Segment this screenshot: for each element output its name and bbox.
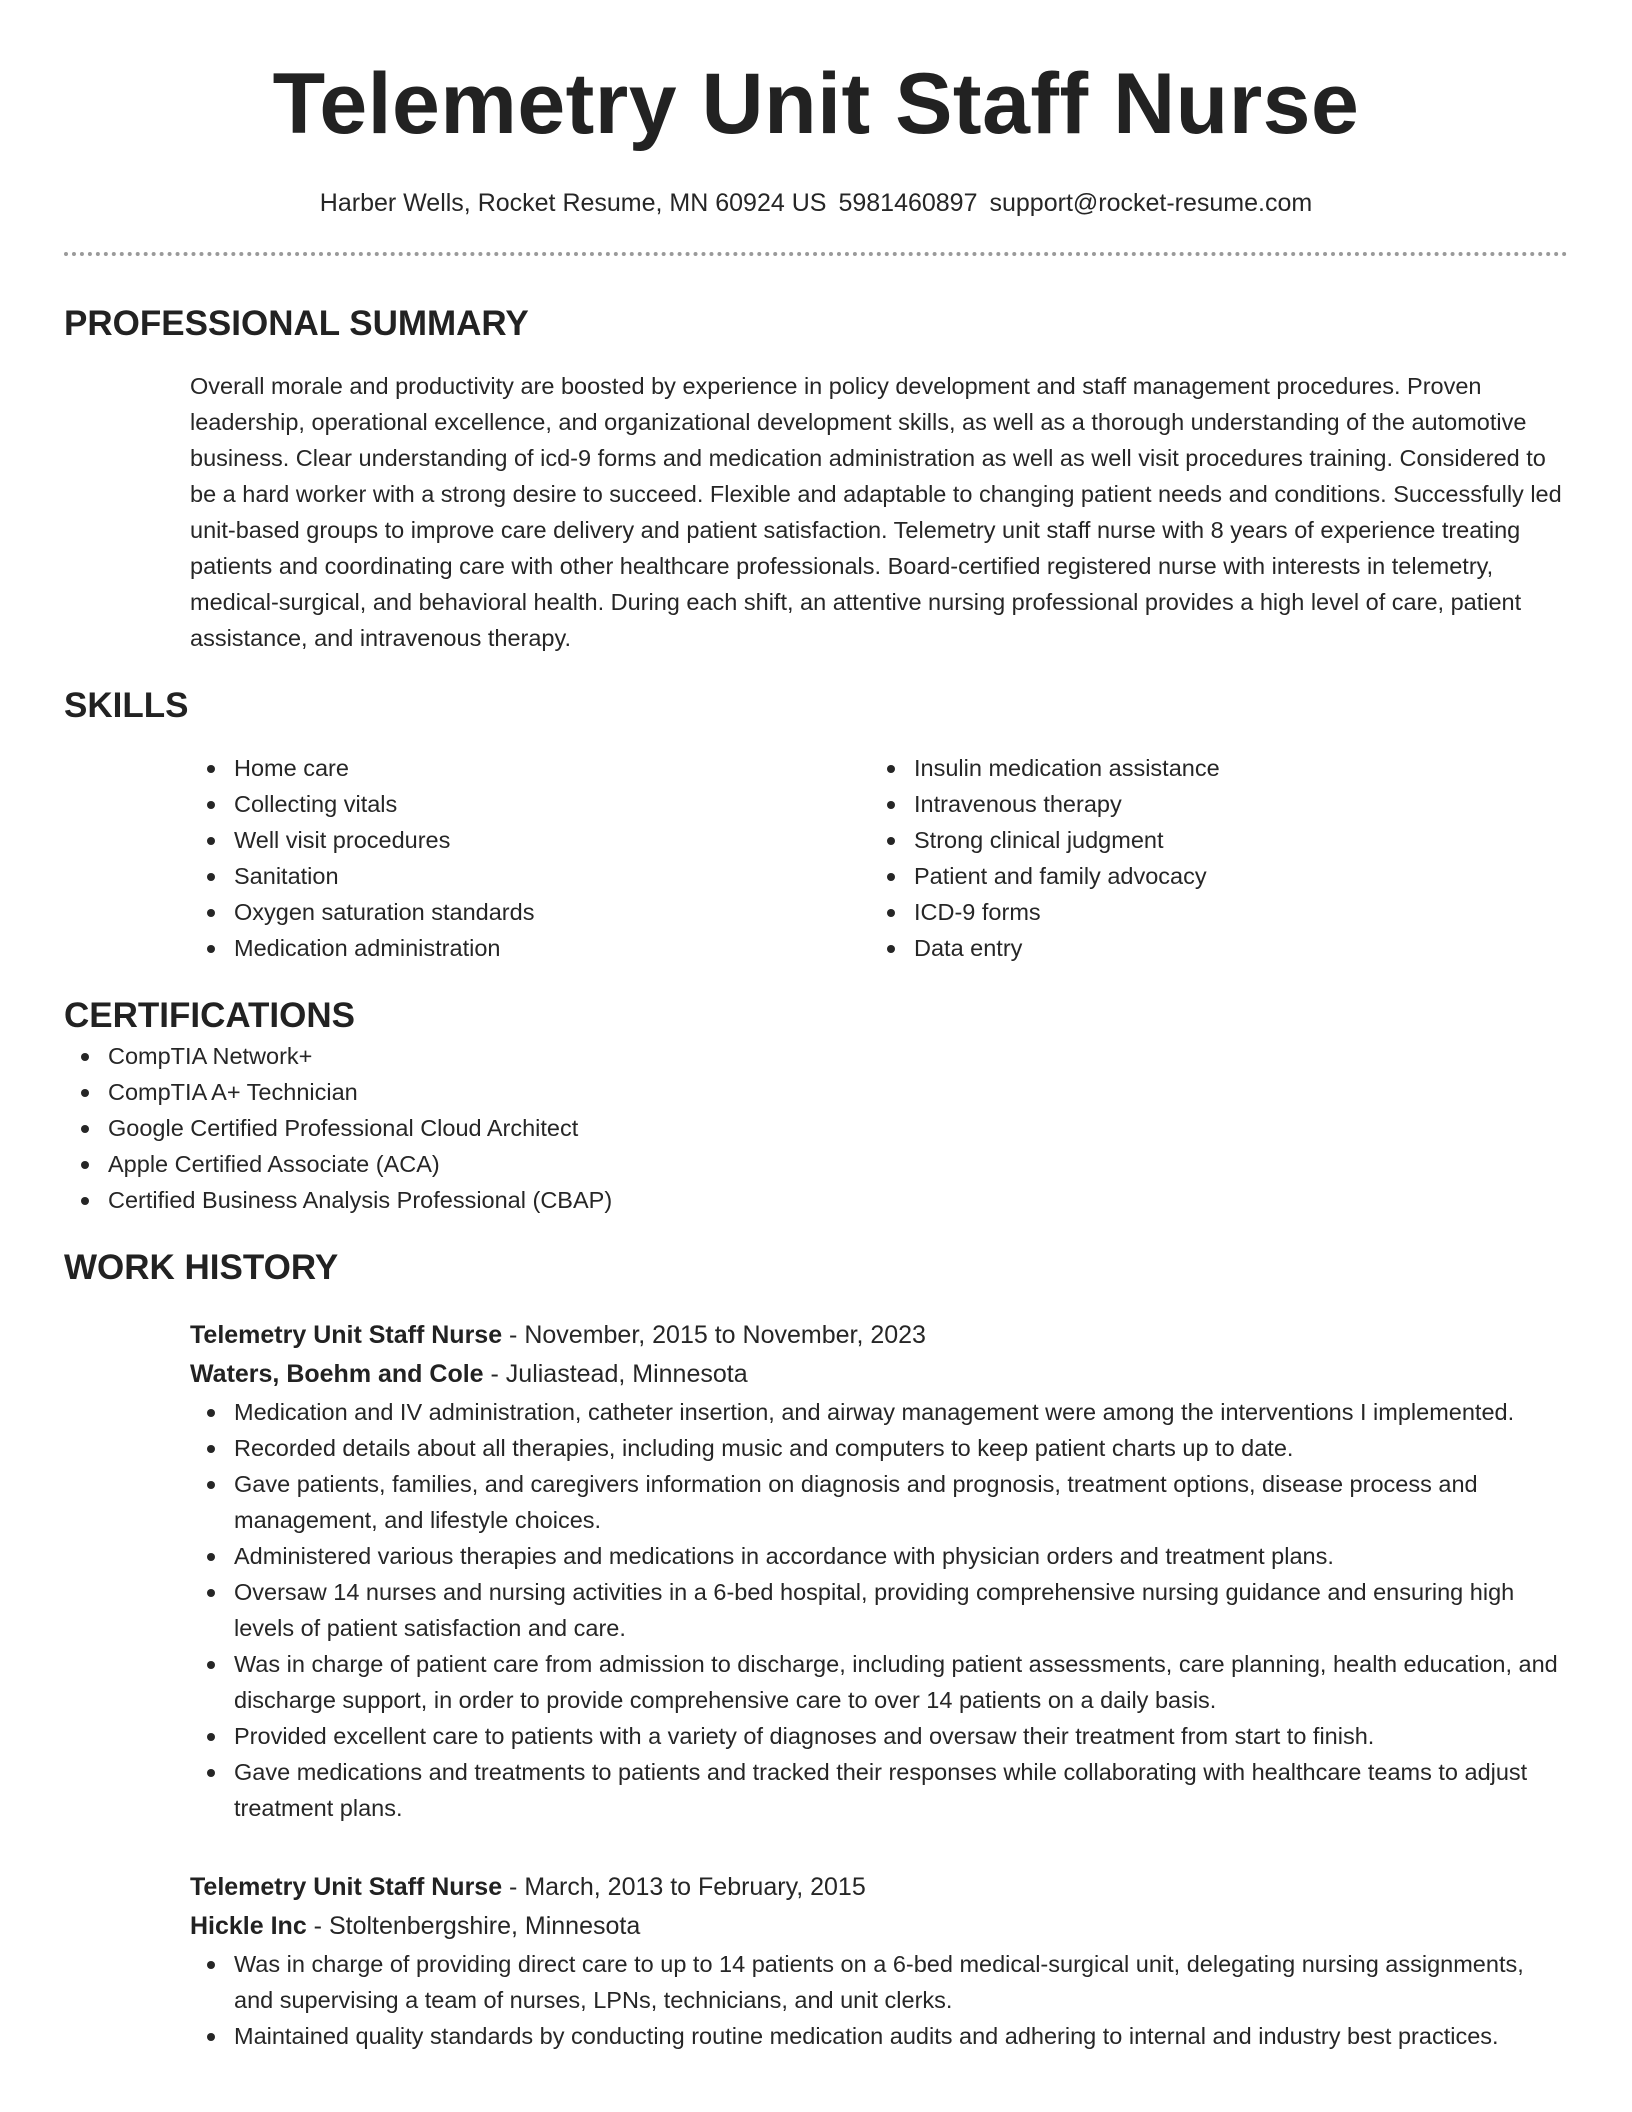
job-entry [190, 1316, 1568, 1826]
job-duty: Maintained quality standards by conducting routine medication audits and adhering to internal and industry best practices. [234, 2018, 1568, 2054]
summary-heading: PROFESSIONAL SUMMARY [64, 304, 529, 343]
job-title-line [190, 1868, 1568, 1907]
skill-item: Strong clinical judgment [914, 822, 1568, 858]
skill-item: Collecting vitals [234, 786, 870, 822]
job-role: Telemetry Unit Staff Nurse [190, 1321, 503, 1349]
job-duty: Was in charge of patient care from admission to discharge, including patient assessments, care planning, health education, and discharge support, in order to provide comprehensive care to over 14 patients on a daily basis. [234, 1646, 1568, 1718]
skills-section [64, 684, 1568, 966]
work-history-heading: WORK HISTORY [64, 1248, 339, 1287]
certifications-list [64, 1038, 1568, 1218]
certification-item: Google Certified Professional Cloud Architect [108, 1110, 1568, 1146]
certification-item: CompTIA Network+ [108, 1038, 1568, 1074]
job-duties-list [190, 1946, 1568, 2054]
job-duty: Medication and IV administration, catheter insertion, and airway management were among the interventions I implemented. [234, 1394, 1568, 1430]
skills-grid [190, 750, 1568, 966]
job-company-line [190, 1907, 1568, 1946]
certification-item: CompTIA A+ Technician [108, 1074, 1568, 1110]
job-role: Telemetry Unit Staff Nurse [190, 1873, 503, 1901]
certifications-heading: CERTIFICATIONS [64, 996, 356, 1035]
contact-address: Harber Wells, Rocket Resume, MN 60924 US [319, 189, 827, 217]
summary-section [64, 302, 1568, 656]
job-title-line [190, 1316, 1568, 1355]
job-company-line [190, 1355, 1568, 1394]
skills-list-left [190, 750, 870, 966]
job-dates: - November, 2015 to November, 2023 [502, 1321, 926, 1349]
job-duty: Was in charge of providing direct care to up to 14 patients on a 6-bed medical-surgical unit, delegating nursing assignments, and supervising a team of nurses, LPNs, technicians, and unit clerks. [234, 1946, 1568, 2018]
skill-item: Well visit procedures [234, 822, 870, 858]
job-location: - Juliastead, Minnesota [483, 1360, 748, 1388]
skill-item: Oxygen saturation standards [234, 894, 870, 930]
job-duty: Provided excellent care to patients with a variety of diagnoses and oversaw their treatment from start to finish. [234, 1718, 1568, 1754]
job-duty: Gave medications and treatments to patients and tracked their responses while collaborating with healthcare teams to adjust treatment plans. [234, 1754, 1568, 1826]
header-divider [64, 252, 1568, 256]
skill-item: Insulin medication assistance [914, 750, 1568, 786]
job-duty: Gave patients, families, and caregivers information on diagnosis and prognosis, treatment options, disease process and management, and lifestyle choices. [234, 1466, 1568, 1538]
skills-list-right [870, 750, 1568, 966]
skill-item: Home care [234, 750, 870, 786]
skill-item: Intravenous therapy [914, 786, 1568, 822]
skills-heading: SKILLS [64, 686, 189, 725]
job-duty: Administered various therapies and medications in accordance with physician orders and treatment plans. [234, 1538, 1568, 1574]
skill-item: Data entry [914, 930, 1568, 966]
skill-item: Medication administration [234, 930, 870, 966]
job-location: - Stoltenbergshire, Minnesota [306, 1912, 641, 1940]
work-history-section [64, 1246, 1568, 2054]
certification-item: Certified Business Analysis Professional (CBAP) [108, 1182, 1568, 1218]
certification-item: Apple Certified Associate (ACA) [108, 1146, 1568, 1182]
contact-phone: 5981460897 [838, 189, 978, 217]
job-entry [190, 1868, 1568, 2054]
contact-line [64, 186, 1568, 220]
contact-email: support@rocket-resume.com [989, 189, 1313, 217]
skill-item: Patient and family advocacy [914, 858, 1568, 894]
certifications-section [64, 994, 1568, 1218]
job-duties-list [190, 1394, 1568, 1826]
job-duty: Recorded details about all therapies, including music and computers to keep patient charts up to date. [234, 1430, 1568, 1466]
job-company: Waters, Boehm and Cole [190, 1360, 484, 1388]
job-company: Hickle Inc [190, 1912, 307, 1940]
summary-text: Overall morale and productivity are boosted by experience in policy development and staff management procedures. Proven leadership, operational excellence, and organizational development skills, as well as a thorough understanding of the automotive business. Clear understanding of icd-9 forms and medication administration as well as well visit procedures training. Considered to be a hard worker with a strong desire to succeed. Flexible and adaptable to changing patient needs and conditions. Successfully led unit-based groups to improve care delivery and patient satisfaction. Telemetry unit staff nurse with 8 years of experience treating patients and coordinating care with other healthcare professionals. Board-certified registered nurse with interests in telemetry, medical-surgical, and behavioral health. During each shift, an attentive nursing professional provides a high level of care, patient assistance, and intravenous therapy. [190, 373, 1562, 651]
skill-item: Sanitation [234, 858, 870, 894]
job-duty: Oversaw 14 nurses and nursing activities in a 6-bed hospital, providing comprehensive nursing guidance and ensuring high levels of patient satisfaction and care. [234, 1574, 1568, 1646]
job-dates: - March, 2013 to February, 2015 [502, 1873, 866, 1901]
skill-item: ICD-9 forms [914, 894, 1568, 930]
resume-name: Telemetry Unit Staff Nurse [272, 56, 1360, 152]
